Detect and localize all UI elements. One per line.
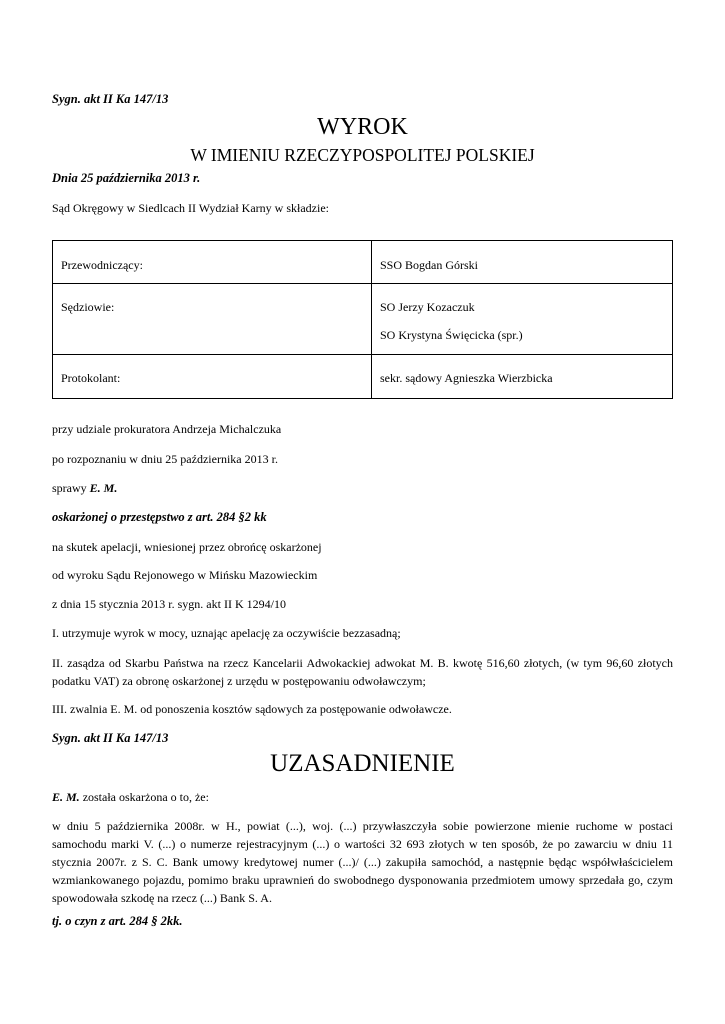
case-signature-top: Sygn. akt II Ka 147/13 [52, 92, 169, 106]
court-composition-table [52, 240, 673, 399]
clerk-value-cell [372, 355, 673, 399]
accused-name: E. M. [52, 790, 80, 804]
presiding-value-cell [372, 241, 673, 284]
judgment-title: WYROK [317, 114, 408, 140]
judgment-date-line: z dnia 15 stycznia 2013 r. sygn. akt II K 1294/10 [52, 597, 286, 611]
clerk-value: sekr. sądowy Agnieszka Wierzbicka [380, 371, 553, 385]
accused-line [52, 790, 209, 805]
judges-label-cell [53, 284, 372, 355]
ruling-3: III. zwalnia E. M. od ponoszenia kosztów sądowych za postępowanie odwoławcze. [52, 702, 452, 716]
case-prefix: sprawy [52, 481, 90, 495]
clerk-label: Protokolant: [61, 371, 121, 385]
charge-line: oskarżonej o przestępstwo z art. 284 §2 kk [52, 510, 267, 524]
judgment-subtitle: W IMIENIU RZECZYPOSPOLITEJ POLSKIEJ [190, 145, 535, 165]
offence-line: tj. o czyn z art. 284 § 2kk. [52, 914, 183, 928]
case-line [52, 481, 117, 496]
hearing-line: po rozpoznaniu w dniu 25 października 2013 r. [52, 452, 278, 466]
case-name: E. M. [89, 481, 118, 495]
judges-value-cell [372, 284, 673, 355]
appeal-line: na skutek apelacji, wniesionej przez obrońcę oskarżonej [52, 540, 322, 554]
judge-2: SO Krystyna Święcicka (spr.) [380, 328, 523, 342]
court-name: Sąd Okręgowy w Siedlcach II Wydział Karny w składzie: [52, 201, 329, 215]
table-row [53, 241, 673, 284]
ruling-1: I. utrzymuje wyrok w mocy, uznając apelację za oczywiście bezzasadną; [52, 626, 401, 640]
accused-rest: została oskarżona o to, że: [79, 790, 209, 804]
judges-label: Sędziowie: [61, 300, 115, 314]
clerk-label-cell [53, 355, 372, 399]
ruling-2: II. zasądza od Skarbu Państwa na rzecz Kancelarii Adwokackiej adwokat M. B. kwotę 516,60 złotych, (w tym 96,60 złotych podatku VAT) za obronę oskarżonej z urzędu w postępowaniu odwoławczym; [52, 656, 673, 688]
justification-title: UZASADNIENIE [270, 750, 455, 777]
presiding-label: Przewodniczący: [61, 258, 143, 272]
judge-1: SO Jerzy Kozaczuk [380, 300, 475, 314]
table-row [53, 284, 673, 355]
judgment-date: Dnia 25 października 2013 r. [52, 171, 201, 185]
presiding-value: SSO Bogdan Górski [380, 258, 479, 272]
table-row [53, 355, 673, 399]
judgment-from-line: od wyroku Sądu Rejonowego w Mińsku Mazowieckim [52, 568, 318, 582]
case-signature-bottom: Sygn. akt II Ka 147/13 [52, 731, 169, 745]
facts-paragraph: w dniu 5 października 2008r. w H., powiat (...), woj. (...) przywłaszczyła sobie powierzone mienie ruchome w postaci samochodu marki V. (...) o numerze rejestracyjnym (...) o wartości 32 693 złotych w ten sposób, że po zawarciu w dniu 11 stycznia 2007r. z S. C. Bank umowy kredytowej numer (...)/ (...) zakupiła samochód, a następnie będąc współwłaścicielem wzmiankowanego pojazdu, pomimo braku uprawnień do swobodnego dysponowania przedmiotem umowy sprzedała go, czym spowodowała szkodę na rzecz (...) Bank S. A. [52, 819, 673, 905]
prosecutor-line: przy udziale prokuratora Andrzeja Michalczuka [52, 422, 282, 436]
presiding-label-cell [53, 241, 372, 284]
